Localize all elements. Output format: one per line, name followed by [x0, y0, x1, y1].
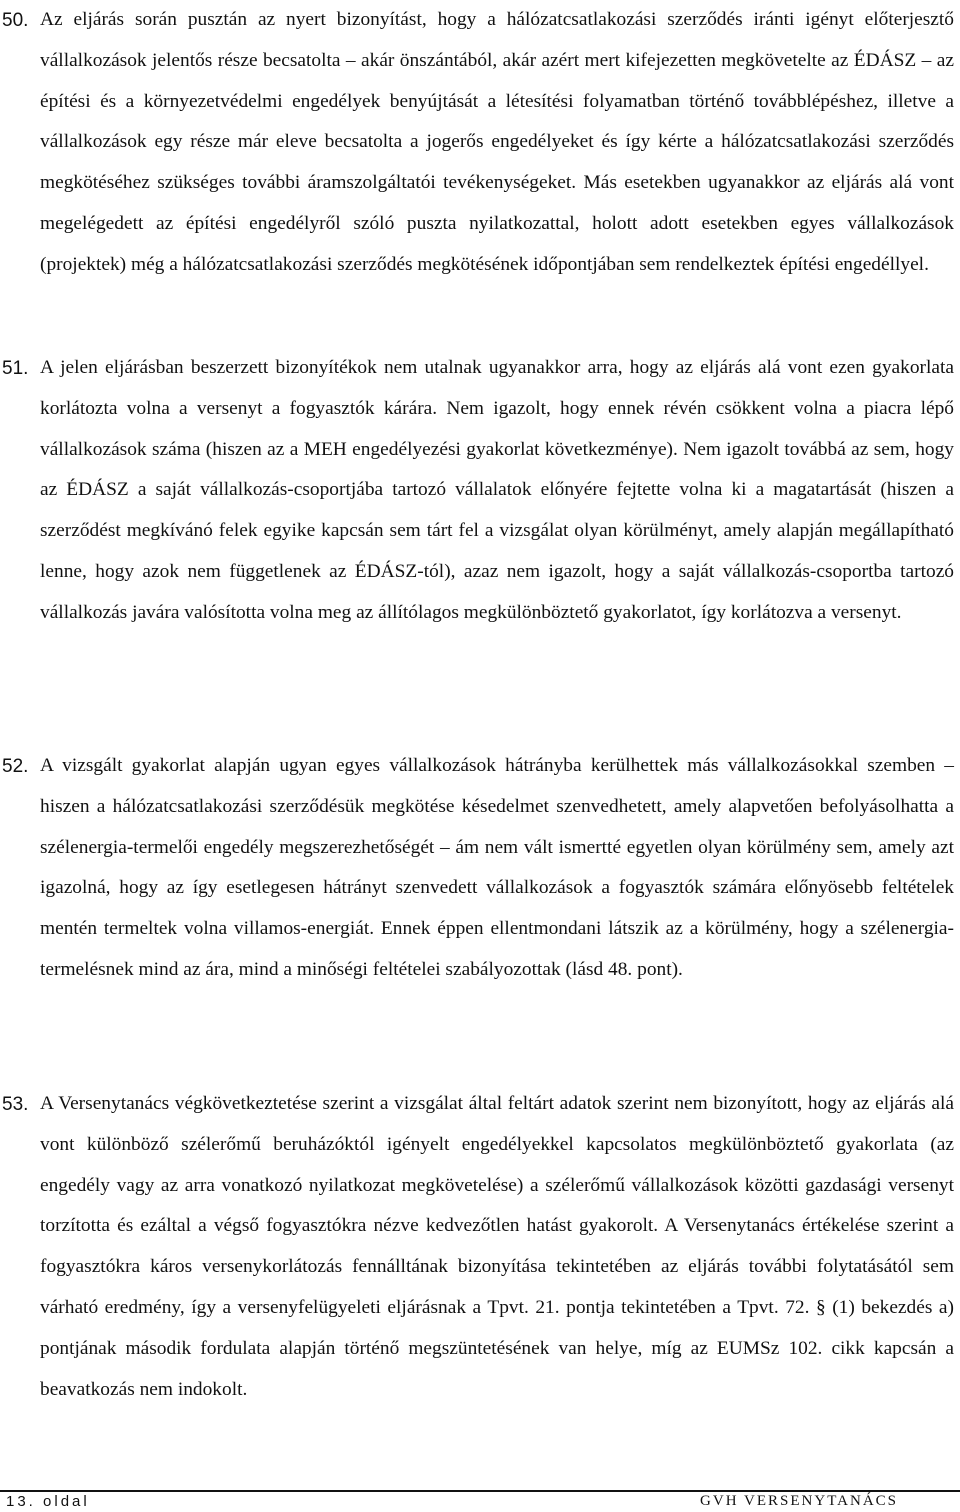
- footer-divider: [0, 1490, 960, 1492]
- paragraph-number: 50.: [2, 10, 29, 31]
- paragraph-text: Az eljárás során pusztán az nyert bizonyítást, hogy a hálózatcsatlakozási szerződés iránti igényt előterjesztő vállalkozások jelentős része becsatolta – akár önszántából, akár azért mert kifejezetten megkövetelte az ÉDÁSZ – az építési és a környezetvédelmi engedélyek benyújtását a létesítési folyamatban történő továbblépéshez, illetve a vállalkozások egy része már eleve becsatolta a jogerős engedélyeket és így kérte a hálózatcsatlakozási szerződés megkötéséhez szükséges további áramszolgáltatói tevékenységeket. Más esetekben ugyanakkor az eljárás alá vont megelégedett az építési engedélyről szóló puszta nyilatkozattal, holott adott esetekben egyes vállalkozások (projektek) még a hálózatcsatlakozási szerződés megkötésének időpontjában sem rendelkeztek építési engedéllyel.: [40, 9, 954, 275]
- paragraph-text: A jelen eljárásban beszerzett bizonyítékok nem utalnak ugyanakkor arra, hogy az eljárás alá vont ezen gyakorlata korlátozta volna a versenyt a fogyasztók kárára. Nem igazolt, hogy ennek révén csökkent volna a piacra lépő vállalkozások száma (hiszen az a MEH engedélyezési gyakorlat következménye). Nem igazolt továbbá az sem, hogy az ÉDÁSZ a saját vállalkozás-csoportjába tartozó vállalatok előnyére fejtette volna ki a magatartását (hiszen a szerződést megkívánó felek egyike kapcsán sem tárt fel a vizsgálat olyan körülményt, amely alapján megállapítható lenne, hogy azok nem függetlenek az ÉDÁSZ-tól), azaz nem igazolt, hogy a saját vállalkozás-csoportba tartozó vállalkozás javára valósította volna meg az állítólagos megkülönböztető gyakorlatot, így korlátozva a versenyt.: [40, 357, 954, 623]
- paragraph-number: 51.: [2, 358, 29, 379]
- footer-page-label: 13. oldal: [6, 1493, 90, 1510]
- paragraph-number: 52.: [2, 756, 29, 777]
- paragraph-text: A vizsgált gyakorlat alapján ugyan egyes vállalkozások hátrányba kerülhettek más vállalkozásokkal szemben – hiszen a hálózatcsatlakozási szerződésük megkötése késedelmet szenvedhetett, amely alapvetően befolyásolhatta a szélenergia-termelői engedély megszerezhetőségét – ám nem vált ismertté egyetlen olyan körülmény sem, amely azt igazolná, hogy az így esetlegesen hátrányt szenvedett vállalkozások a fogyasztók számára előnyösebb feltételek mentén termeltek volna villamos-energiát. Ennek éppen ellentmondani látszik az a körülmény, hogy a szélenergia-termelésnek mind az ára, mind a minőségi feltételei szabályozottak (lásd 48. pont).: [40, 755, 954, 980]
- paragraph-number: 53.: [2, 1094, 29, 1115]
- footer-organization: GVH VERSENYTANÁCS: [700, 1493, 898, 1509]
- paragraph-text: A Versenytanács végkövetkeztetése szerint a vizsgálat által feltárt adatok szerint nem bizonyított, hogy az eljárás alá vont különböző szélerőmű beruházóktól igényelt engedélyekkel kapcsolatos megkülönböztető gyakorlata (az engedély vagy az arra vonatkozó nyilatkozat megkövetelése) a szélerőmű vállalkozások közötti gazdasági versenyt torzította és ezáltal a végső fogyasztókra nézve kedvezőtlen hatást gyakorolt. A Versenytanács értékelése szerint a fogyasztókra káros versenykorlátozás fennálltának bizonyítása tekintetében az eljárás további folytatásától sem várható eredmény, így a versenyfelügyeleti eljárásnak a Tpvt. 21. pontja tekintetében a Tpvt. 72. § (1) bekezdés a) pontjának második fordulata alapján történő megszüntetésének van helye, míg az EUMSz 102. cikk kapcsán a beavatkozás nem indokolt.: [40, 1093, 954, 1400]
